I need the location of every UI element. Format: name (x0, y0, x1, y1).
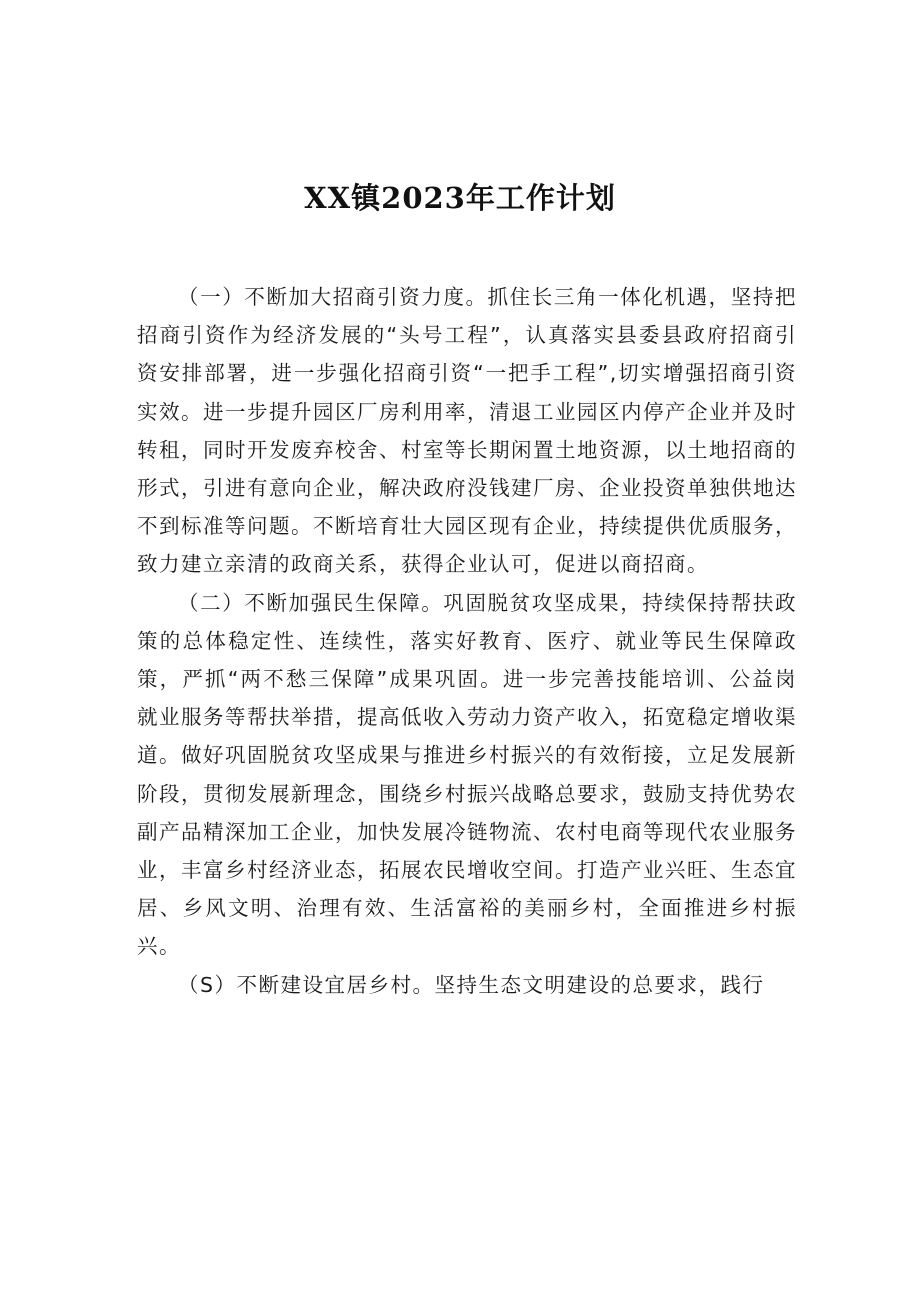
paragraph-investment: （一）不断加大招商引资力度。抓住长三角一体化机遇，坚持把招商引资作为经济发展的“头号工程”，认真落实县委县政府招商引资安排部署，进一步强化招商引资“一把手工程”,切实增强招商引资实效。进一步提升园区厂房利用率，清退工业园区内停产企业并及时转租，同时开发废弃校舍、村室等长期闲置土地资源，以土地招商的形式，引进有意向企业，解决政府没钱建厂房、企业投资单独供地达不到标准等问题。不断培育壮大园区现有企业，持续提供优质服务，致力建立亲清的政商关系，获得企业认可，促进以商招商。 (137, 285, 797, 577)
paragraph-livable-village: （S）不断建设宜居乡村。坚持生态文明建设的总要求，践行 (178, 972, 765, 997)
document-body (137, 278, 797, 1004)
document-title: XX镇2023年工作计划 (304, 181, 616, 215)
paragraph-livelihood: （二）不断加强民生保障。巩固脱贫攻坚成果，持续保持帮扶政策的总体稳定性、连续性，落实好教育、医疗、就业等民生保障政策，严抓“两不愁三保障”成果巩固。进一步完善技能培训、公益岗就业服务等帮扶举措，提高低收入劳动力资产收入，拓宽稳定增收渠道。做好巩固脱贫攻坚成果与推进乡村振兴的有效衔接，立足发展新阶段，贯彻发展新理念，围绕乡村振兴战略总要求，鼓励支持优势农副产品精深加工企业，加快发展冷链物流、农村电商等现代农业服务业，丰富乡村经济业态，拓展农民增收空间。打造产业兴旺、生态宜居、乡风文明、治理有效、生活富裕的美丽乡村，全面推进乡村振兴。 (137, 590, 797, 959)
